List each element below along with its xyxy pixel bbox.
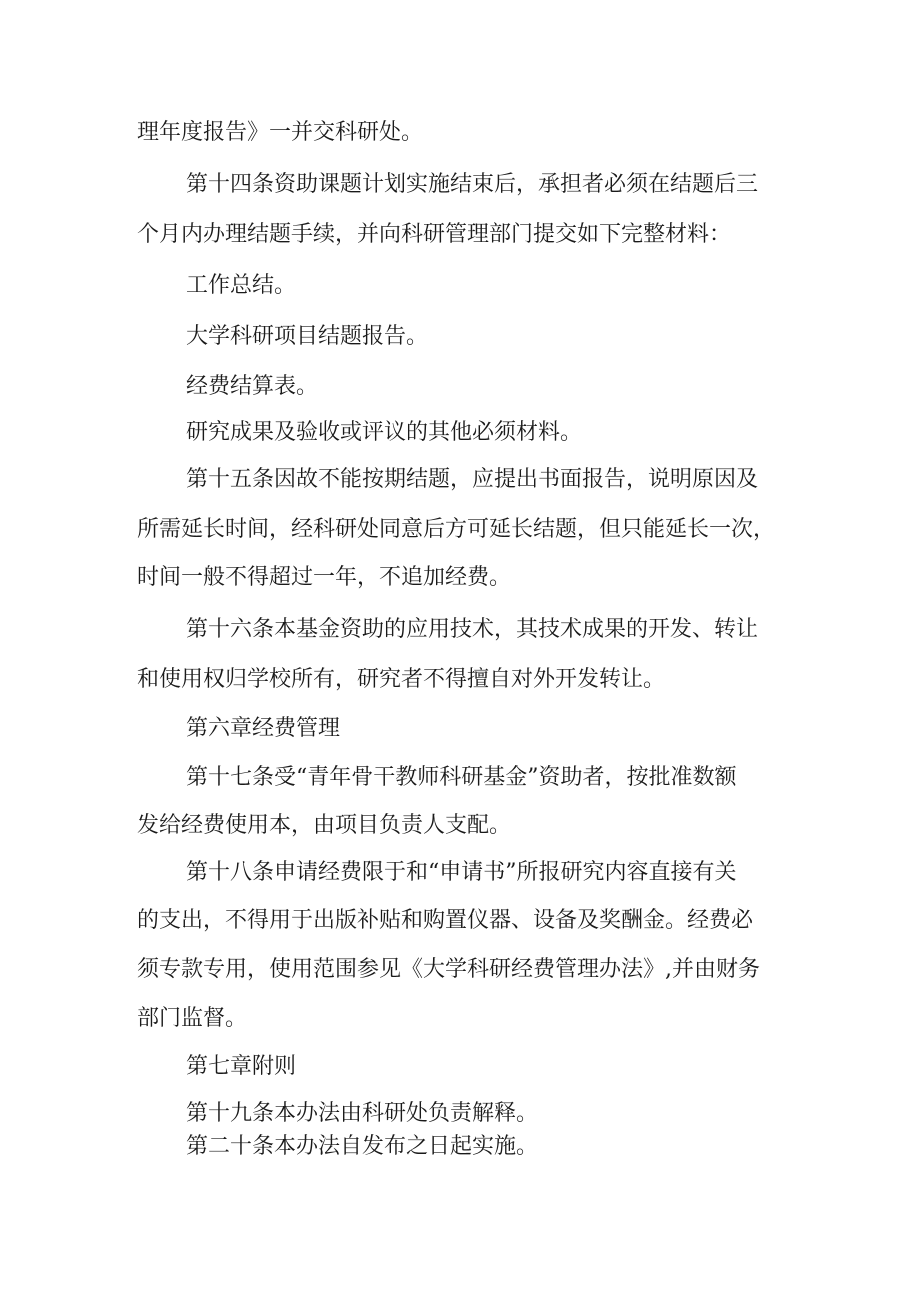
- text-line: 第十九条本办法由科研处负责解释。: [186, 1101, 539, 1126]
- text-line: 第十七条受“青年骨干教师科研基金”资助者，按批准数额: [186, 765, 737, 790]
- text-line: 个月内办理结题手续，并向科研管理部门提交如下完整材料：: [137, 222, 732, 247]
- text-line: 大学科研项目结题报告。: [186, 324, 429, 349]
- text-line: 时间一般不得超过一年，不追加经费。: [137, 565, 512, 590]
- text-line: 第十四条资助课题计划实施结束后，承担者必须在结题后三: [186, 172, 759, 197]
- chapter-heading: 第六章经费管理: [186, 716, 341, 741]
- text-line: 发给经费使用本，由项目负责人支配。: [137, 813, 512, 838]
- text-line: 第十五条因故不能按期结题，应提出书面报告，说明原因及: [186, 467, 759, 492]
- text-line: 第十八条申请经费限于和“申请书”所报研究内容直接有关: [186, 860, 737, 885]
- text-line: 的支出，不得用于出版补贴和购置仪器、设备及奖酬金。经费必: [137, 908, 754, 933]
- text-line: 须专款专用，使用范围参见《大学科研经费管理办法》,并由财务: [137, 957, 760, 982]
- text-line: 理年度报告》一并交科研处。: [137, 120, 424, 145]
- text-line: 第二十条本办法自发布之日起实施。: [186, 1134, 539, 1159]
- text-line: 所需延长时间，经科研处同意后方可延长结题，但只能延长一次，: [137, 517, 776, 542]
- text-line: 第十六条本基金资助的应用技术，其技术成果的开发、转让: [186, 617, 759, 642]
- chapter-heading: 第七章附则: [186, 1054, 297, 1079]
- text-line: 和使用权归学校所有，研究者不得擅自对外开发转让。: [137, 667, 666, 692]
- text-line: 经费结算表。: [186, 374, 319, 399]
- text-line: 工作总结。: [186, 273, 297, 298]
- text-line: 研究成果及验收或评议的其他必须材料。: [186, 420, 583, 445]
- text-line: 部门监督。: [137, 1006, 248, 1031]
